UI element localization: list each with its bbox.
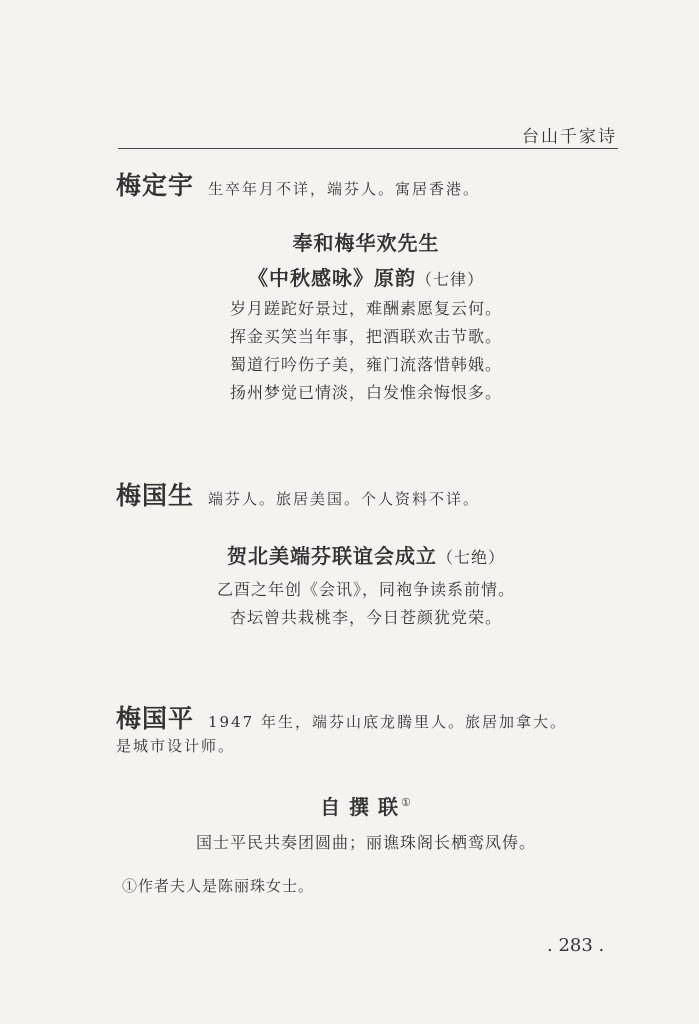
poem-line: 乙酉之年创《会讯》，同袍争读系前情。: [216, 580, 515, 599]
poem-title: [116, 540, 616, 569]
author-bio: 生卒年月不详，端芬人。寓居香港。: [208, 180, 481, 198]
footnote: ①作者夫人是陈丽珠女士。: [122, 877, 315, 895]
running-header-title: 台山千家诗: [522, 127, 617, 147]
poem-body: [116, 576, 616, 632]
poem-line: 扬州梦觉已情淡，白发惟余悔恨多。: [229, 383, 502, 402]
poem-line: 岁月蹉跎好景过，难酬素愿复云何。: [229, 299, 502, 318]
poem-title-subline: [116, 262, 616, 291]
author-bio: 1947 年生，端芬山底龙腾里人。旅居加拿大。: [208, 713, 567, 731]
couplet-line: 国士平民共奏团圆曲；丽谯珠阁长栖鸾凤俦。: [195, 833, 536, 852]
header-divider: [118, 148, 618, 149]
poem-form-tag: （七绝）: [436, 548, 505, 567]
author-entry-1: [116, 166, 480, 202]
poem-title-text: 自 撰 联: [320, 795, 400, 819]
author-entry-2: [116, 476, 480, 512]
couplet-body: [116, 829, 616, 857]
poem-line: 挥金买笑当年事，把酒联欢击节歌。: [229, 327, 502, 346]
author-bio-continuation: 是城市设计师。: [116, 737, 236, 755]
poem-form-tag: （七律）: [415, 270, 484, 289]
footnote-marker: ①: [401, 796, 412, 810]
poem-title-text: 贺北美端芬联谊会成立: [226, 544, 437, 568]
poem-body: [116, 295, 616, 407]
poem-title: 奉和梅华欢先生: [292, 231, 440, 255]
poem-title: [116, 791, 616, 820]
poem-line: 杏坛曾共栽桃李，今日苍颜犹党荣。: [229, 608, 502, 627]
page-number: . 283 .: [547, 935, 605, 956]
author-entry-3: [116, 699, 567, 735]
poem-line: 蜀道行吟伤子美，雍门流落惜韩娥。: [229, 355, 502, 374]
author-name: 梅国平: [116, 704, 195, 733]
author-bio: 端芬人。旅居美国。个人资料不详。: [208, 490, 481, 508]
author-name: 梅国生: [116, 481, 195, 510]
poem-title-text: 《中秋感咏》原韵: [247, 266, 416, 290]
author-name: 梅定宇: [116, 171, 195, 200]
